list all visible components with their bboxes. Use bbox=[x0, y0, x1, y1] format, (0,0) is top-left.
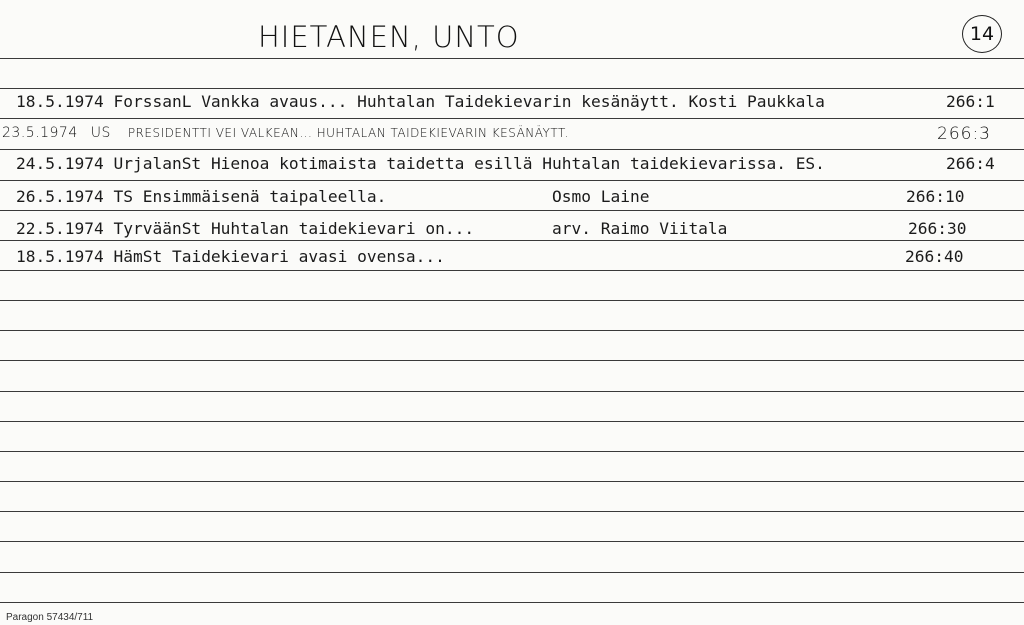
entry-row bbox=[16, 247, 445, 267]
entry-source: HämSt bbox=[113, 247, 163, 266]
entry-ref: 266:3 bbox=[937, 124, 991, 144]
ruled-line bbox=[0, 210, 1024, 211]
ruled-line bbox=[0, 511, 1024, 512]
entry-ref: 266:4 bbox=[946, 154, 995, 173]
entry-date: 26.5.1974 bbox=[16, 187, 104, 206]
entry-author: ES. bbox=[795, 154, 825, 173]
ruled-line bbox=[0, 330, 1024, 331]
ruled-line bbox=[0, 240, 1024, 241]
entry-date: 22.5.1974 bbox=[16, 219, 104, 238]
entry-source: TS bbox=[113, 187, 133, 206]
ruled-line bbox=[0, 300, 1024, 301]
entry-row-handwritten bbox=[2, 125, 569, 141]
entry-title: Taidekievari avasi ovensa... bbox=[171, 247, 445, 266]
ruled-line bbox=[0, 391, 1024, 392]
entry-author: arv. Raimo Viitala bbox=[552, 219, 728, 238]
entry-author: Kosti Paukkala bbox=[688, 92, 825, 111]
entry-row bbox=[16, 219, 474, 239]
entry-ref: 266:30 bbox=[908, 219, 967, 238]
entry-row bbox=[16, 154, 825, 174]
ruled-line bbox=[0, 541, 1024, 542]
entry-ref: 266:1 bbox=[946, 92, 995, 111]
ruled-line bbox=[0, 572, 1024, 573]
ruled-line bbox=[0, 88, 1024, 89]
card-number: 14 bbox=[969, 23, 995, 45]
ruled-line bbox=[0, 149, 1024, 150]
ruled-line bbox=[0, 421, 1024, 422]
entry-title: Ensimmäisenä taipaleella. bbox=[142, 187, 387, 206]
entry-title: Huhtalan taidekievari on... bbox=[210, 219, 475, 238]
entry-title: PRESIDENTTI VEI VALKEAN... HUHTALAN TAIDEKIEVARIN KESÄNÄYTT. bbox=[127, 126, 569, 140]
entry-title: Vankka avaus... Huhtalan Taidekievarin kesänäytt. bbox=[201, 92, 679, 111]
entry-source: US bbox=[90, 125, 111, 141]
ruled-line bbox=[0, 180, 1024, 181]
ruled-line bbox=[0, 360, 1024, 361]
ruled-line bbox=[0, 451, 1024, 452]
entry-ref: 266:40 bbox=[905, 247, 964, 266]
ruled-line bbox=[0, 58, 1024, 59]
ruled-line bbox=[0, 270, 1024, 271]
card-number-badge bbox=[962, 15, 1002, 53]
entry-row bbox=[16, 92, 825, 112]
ruled-line bbox=[0, 602, 1024, 603]
entry-source: UrjalanSt bbox=[113, 154, 202, 173]
entry-date: 24.5.1974 bbox=[16, 154, 104, 173]
entry-ref: 266:10 bbox=[906, 187, 965, 206]
ruled-line bbox=[0, 481, 1024, 482]
card-imprint: Paragon 57434/711 bbox=[6, 612, 94, 623]
entry-title: Hienoa kotimaista taidetta esillä Huhtalan taidekievarissa. bbox=[210, 154, 786, 173]
name-heading: HIETANEN, UNTO bbox=[258, 20, 520, 54]
ruled-line bbox=[0, 118, 1024, 119]
entry-date: 18.5.1974 bbox=[16, 92, 104, 111]
entry-source: ForssanL bbox=[113, 92, 192, 111]
entry-row bbox=[16, 187, 386, 207]
entry-date: 18.5.1974 bbox=[16, 247, 104, 266]
entry-source: TyrväänSt bbox=[113, 219, 202, 238]
entry-author: Osmo Laine bbox=[552, 187, 650, 206]
entry-date: 23.5.1974 bbox=[2, 125, 78, 141]
